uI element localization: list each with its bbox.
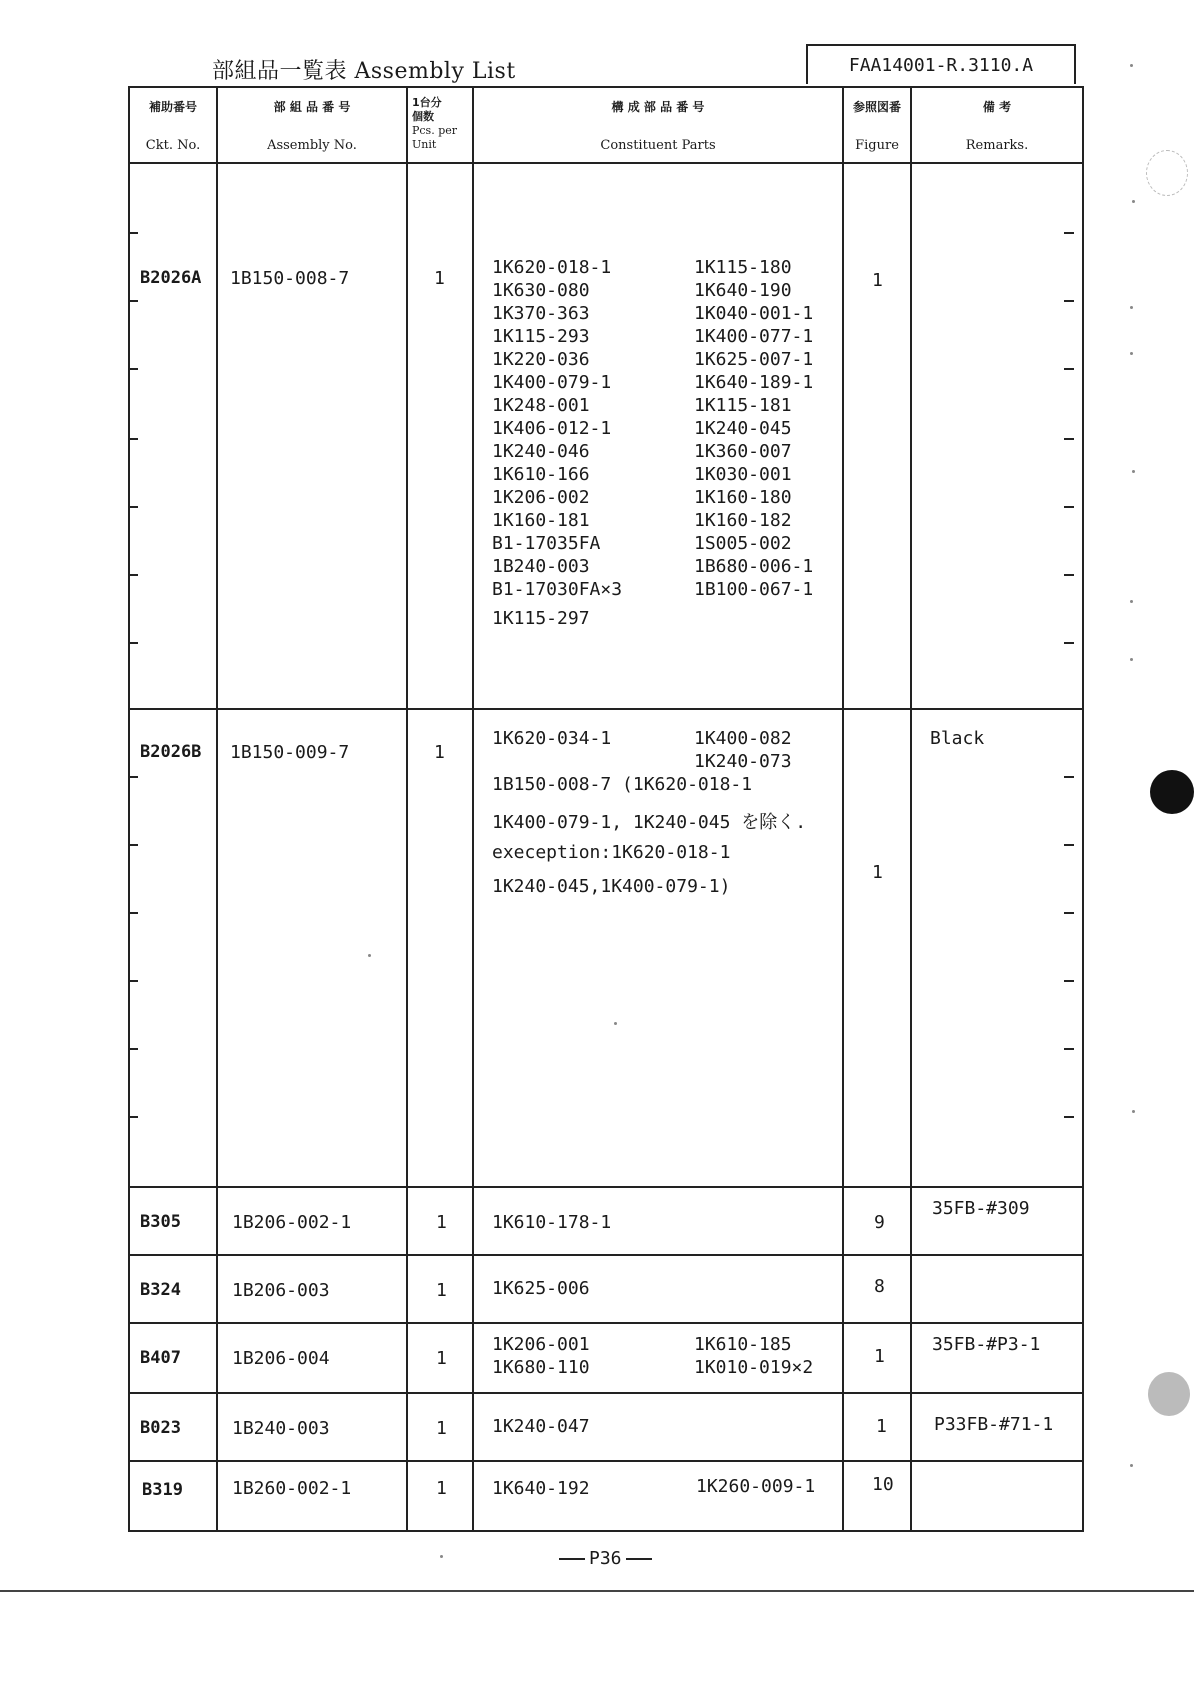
figure-no: 1 <box>872 862 883 883</box>
scan-speck <box>1130 64 1133 67</box>
margin-tick <box>1064 300 1074 302</box>
margin-tick <box>128 1048 138 1050</box>
ckt-no: B2026A <box>140 268 202 288</box>
part-number: B1-17035FA <box>492 533 601 554</box>
ckt-no: B319 <box>142 1480 183 1500</box>
header-pcs-jp1: 1台分 <box>412 96 442 109</box>
part-number: 1B680-006-1 <box>694 556 814 577</box>
part-number: 1K625-007-1 <box>694 349 814 370</box>
figure-no: 1 <box>876 1416 887 1437</box>
figure-no: 10 <box>872 1474 894 1495</box>
part-number: 1K680-110 <box>492 1357 590 1378</box>
margin-tick <box>1064 844 1074 846</box>
part-number: 1K610-185 <box>694 1334 792 1355</box>
header-figure-jp: 参照図番 <box>852 100 901 114</box>
footer-dash <box>559 1558 585 1560</box>
part-number: 1K206-002 <box>492 487 590 508</box>
page-bottom-rule <box>0 1590 1194 1592</box>
margin-tick <box>1064 642 1074 644</box>
part-number: 1K620-034-1 <box>492 728 612 749</box>
row-divider <box>128 1392 1084 1394</box>
part-number: 1K620-018-1 <box>492 257 612 278</box>
parts-note: 1B150-008-7 (1K620-018-1 <box>492 774 753 795</box>
margin-tick <box>1064 912 1074 914</box>
scan-speck <box>1132 470 1135 473</box>
part-number: 1K115-180 <box>694 257 792 278</box>
pcs-per-unit: 1 <box>434 742 445 763</box>
margin-tick <box>1064 776 1074 778</box>
header-ckt-en: Ckt. No. <box>145 138 201 153</box>
ckt-no: B407 <box>140 1348 181 1368</box>
scan-speck <box>1130 1464 1133 1467</box>
figure-no: 9 <box>874 1212 885 1233</box>
part-number: 1K400-077-1 <box>694 326 814 347</box>
margin-tick <box>128 506 138 508</box>
margin-tick <box>1064 574 1074 576</box>
page-number <box>555 1548 656 1569</box>
punch-hole-mark <box>1146 150 1188 196</box>
margin-tick <box>1064 438 1074 440</box>
scan-speck <box>1130 600 1133 603</box>
margin-tick <box>128 912 138 914</box>
remarks: 35FB-#P3-1 <box>932 1334 1041 1355</box>
part-number: 1K400-079-1 <box>492 372 612 393</box>
part-number: 1K220-036 <box>492 349 590 370</box>
part-number: 1K160-181 <box>492 510 590 531</box>
pcs-per-unit: 1 <box>434 268 445 289</box>
pcs-per-unit: 1 <box>436 1280 447 1301</box>
assembly-no: 1B150-008-7 <box>230 268 350 289</box>
margin-tick <box>128 574 138 576</box>
scan-speck <box>1130 352 1133 355</box>
part-number: 1K040-001-1 <box>694 303 814 324</box>
margin-tick <box>128 844 138 846</box>
part-number: 1K030-001 <box>694 464 792 485</box>
header-pcs-jp2: 個数 <box>412 110 434 123</box>
row-divider <box>128 1186 1084 1188</box>
part-number: 1K115-293 <box>492 326 590 347</box>
remarks: Black <box>930 728 985 749</box>
part-number: 1K240-045 <box>694 418 792 439</box>
part-number: 1K260-009-1 <box>696 1476 816 1497</box>
pcs-per-unit: 1 <box>436 1478 447 1499</box>
part-number: 1K240-046 <box>492 441 590 462</box>
header-parts-en: Constituent Parts <box>600 138 716 153</box>
part-number: 1K160-182 <box>694 510 792 531</box>
punch-hole-mark <box>1148 1372 1190 1416</box>
parts-list-right <box>694 256 813 601</box>
header-assy-en: Assembly No. <box>267 138 357 153</box>
column-divider <box>406 86 408 1532</box>
margin-tick <box>128 300 138 302</box>
scan-speck <box>1132 1110 1135 1113</box>
ckt-no: B305 <box>140 1212 181 1232</box>
remarks: 35FB-#309 <box>932 1198 1030 1219</box>
page-title: 部組品一覧表 Assembly List <box>212 59 516 84</box>
column-divider <box>842 86 844 1532</box>
pcs-per-unit: 1 <box>436 1212 447 1233</box>
margin-tick <box>128 1116 138 1118</box>
column-divider <box>216 86 218 1532</box>
scan-speck <box>1132 200 1135 203</box>
pcs-per-unit: 1 <box>436 1418 447 1439</box>
assembly-no: 1B150-009-7 <box>230 742 350 763</box>
margin-tick <box>128 776 138 778</box>
part-number: 1K640-189-1 <box>694 372 814 393</box>
document-id: FAA14001-R.3110.A <box>806 44 1076 84</box>
margin-tick <box>1064 368 1074 370</box>
header-pcs-en1: Pcs. per <box>412 124 458 137</box>
ckt-no: B2026B <box>140 742 202 762</box>
margin-tick <box>1064 980 1074 982</box>
assembly-no: 1B206-004 <box>232 1348 330 1369</box>
remarks: P33FB-#71-1 <box>934 1414 1054 1435</box>
header-assy-jp: 部 組 品 番 号 <box>273 100 351 114</box>
header-pcs-en2: Unit <box>412 138 437 151</box>
part-number: 1K625-006 <box>492 1278 590 1299</box>
parts-note: 1K240-045,1K400-079-1) <box>492 876 731 897</box>
row-divider <box>128 1254 1084 1256</box>
row-divider <box>128 1460 1084 1462</box>
header-remarks-en: Remarks. <box>965 138 1029 153</box>
pcs-per-unit: 1 <box>436 1348 447 1369</box>
part-number: 1K360-007 <box>694 441 792 462</box>
assembly-no: 1B206-002-1 <box>232 1212 352 1233</box>
column-divider <box>472 86 474 1532</box>
scan-speck <box>368 954 371 957</box>
part-number: 1K206-001 <box>492 1334 590 1355</box>
scan-speck <box>440 1555 443 1558</box>
parts-note: exeception:1K620-018-1 <box>492 842 731 863</box>
scan-speck <box>614 1022 617 1025</box>
figure-no: 1 <box>872 270 883 291</box>
margin-tick <box>128 438 138 440</box>
margin-tick <box>128 368 138 370</box>
part-number: 1S005-002 <box>694 533 792 554</box>
header-divider <box>128 162 1084 164</box>
part-number: 1K240-047 <box>492 1416 590 1437</box>
ckt-no: B324 <box>140 1280 181 1300</box>
parts-list-left <box>492 256 622 630</box>
punch-hole-mark <box>1150 770 1194 814</box>
part-number: 1K115-297 <box>492 608 590 629</box>
assembly-no: 1B206-003 <box>232 1280 330 1301</box>
header-ckt-jp: 補助番号 <box>148 100 197 114</box>
part-number: 1K248-001 <box>492 395 590 416</box>
part-number: 1K240-073 <box>694 751 792 772</box>
part-number: 1K640-190 <box>694 280 792 301</box>
ckt-no: B023 <box>140 1418 181 1438</box>
part-number: 1K115-181 <box>694 395 792 416</box>
part-number: 1K610-166 <box>492 464 590 485</box>
margin-tick <box>128 232 138 234</box>
footer-dash <box>626 1558 652 1560</box>
margin-tick <box>128 980 138 982</box>
margin-tick <box>1064 232 1074 234</box>
header-remarks-jp: 備 考 <box>982 100 1012 114</box>
part-number: 1K400-082 <box>694 728 792 749</box>
header-parts-jp: 構 成 部 品 番 号 <box>611 100 705 114</box>
column-divider <box>910 86 912 1532</box>
page-number-text: P36 <box>589 1548 622 1569</box>
part-number: 1B100-067-1 <box>694 579 814 600</box>
row-divider <box>128 1322 1084 1324</box>
figure-no: 8 <box>874 1276 885 1297</box>
part-number: B1-17030FA×3 <box>492 579 623 600</box>
part-number: 1K640-192 <box>492 1478 590 1499</box>
part-number: 1K160-180 <box>694 487 792 508</box>
header-figure-en: Figure <box>855 138 899 153</box>
margin-tick <box>128 642 138 644</box>
assembly-no: 1B240-003 <box>232 1418 330 1439</box>
part-number: 1K406-012-1 <box>492 418 612 439</box>
margin-tick <box>1064 1048 1074 1050</box>
part-number: 1K010-019×2 <box>694 1357 814 1378</box>
scan-speck <box>1130 658 1133 661</box>
margin-tick <box>1064 1116 1074 1118</box>
assembly-no: 1B260-002-1 <box>232 1478 352 1499</box>
margin-tick <box>1064 506 1074 508</box>
part-number: 1K610-178-1 <box>492 1212 612 1233</box>
scan-speck <box>1130 306 1133 309</box>
row-divider <box>128 708 1084 710</box>
part-number: 1K370-363 <box>492 303 590 324</box>
figure-no: 1 <box>874 1346 885 1367</box>
part-number: 1B240-003 <box>492 556 590 577</box>
part-number: 1K630-080 <box>492 280 590 301</box>
parts-note: 1K400-079-1, 1K240-045 を除く. <box>492 812 807 833</box>
